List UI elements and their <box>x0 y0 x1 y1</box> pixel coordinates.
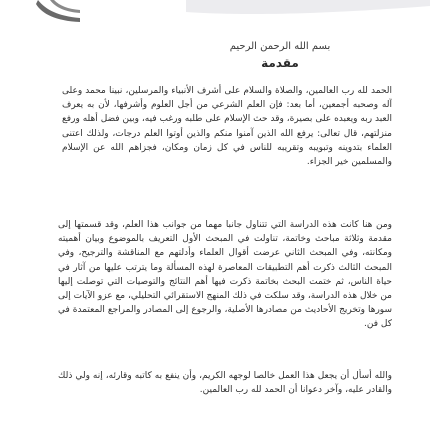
document-header <box>180 40 380 71</box>
paragraph-body: ومن هنا كانت هذه الدراسة التي تتناول جانبا مهما من جوانب هذا العلم، وقد قسمتها إلى مقدمة وثلاثة مباحث وخاتمة، تناولت في المبحث الأول التعريف بالموضوع وبيان أهميته ومكانته، وفي المبحث الثاني عرضت أقوال العلماء وأدلتهم مع المناقشة والترجيح، وفي المبحث الثالث ذكرت أهم التطبيقات المعاصرة لهذه المسألة وما يترتب عليها من آثار في حياة الناس، ثم ختمت البحث بخاتمة ذكرت فيها أهم النتائج والتوصيات التي توصلت إليها من خلال هذه الدراسة، وقد سلكت في ذلك المنهج الاستقرائي التحليلي، مع عزو الآيات إلى سورها وتخريج الأحاديث من مصادرها الأصلية، والرجوع إلى المصادر والمراجع المعتمدة في كل فن. <box>58 220 392 330</box>
basmala-line: بسم الله الرحمن الرحيم <box>229 41 331 52</box>
corner-ornament-icon <box>36 0 82 30</box>
paragraph-closing: والله أسأل أن يجعل هذا العمل خالصا لوجهه الكريم، وأن ينفع به كاتبه وقارئه، إنه ولي ذلك والقادر عليه، وآخر دعوانا أن الحمد لله رب العالمين. <box>58 371 392 396</box>
header-band-decoration <box>186 0 430 22</box>
section-heading: مقدمة <box>261 56 299 70</box>
paragraph-intro: الحمد لله رب العالمين، والصلاة والسلام على أشرف الأنبياء والمرسلين، نبينا محمد وعلى آله وصحبه أجمعين، أما بعد: فإن العلم الشرعي من أجل العلوم وأشرفها، لأن به يعرف العبد ربه ويعبده على بصيرة، وقد حث الإسلام على طلبه ورغب فيه، وبين فضل أهله ورفع منزلتهم، قال تعالى: يرفع الله الذين آمنوا منكم والذين أوتوا العلم درجات، ولذلك اعتنى العلماء بتدوينه وتبويبه وتقريبه للناس في كل زمان ومكان، فجزاهم الله عن الإسلام والمسلمين خير الجزاء. <box>62 86 392 168</box>
